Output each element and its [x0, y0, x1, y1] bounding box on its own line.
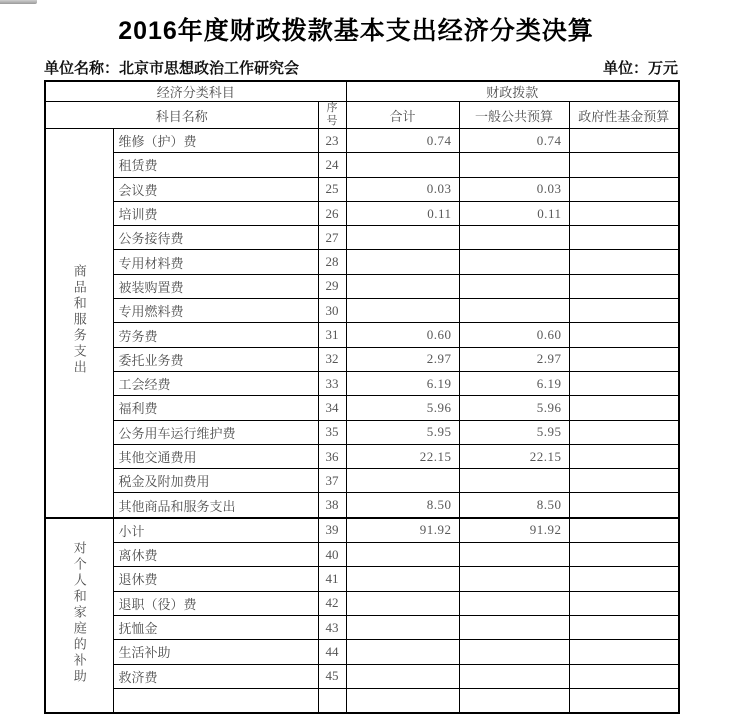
total-value-cell — [346, 688, 459, 713]
subject-name-cell: 退职（役）费 — [113, 591, 318, 615]
table-row — [45, 177, 679, 201]
fund-budget-value-cell — [569, 226, 679, 250]
table-row — [45, 518, 679, 543]
subject-name-cell: 会议费 — [113, 177, 318, 201]
table-body — [45, 129, 679, 714]
fund-budget-value-cell — [569, 688, 679, 713]
fund-budget-value-cell — [569, 493, 679, 518]
total-value-cell: 5.95 — [346, 420, 459, 444]
subject-name-cell: 税金及附加费用 — [113, 469, 318, 493]
subject-name-cell: 离休费 — [113, 543, 318, 567]
table-row — [45, 444, 679, 468]
fund-budget-value-cell — [569, 615, 679, 639]
expenditure-group-cell — [45, 518, 113, 713]
fund-budget-value-cell — [569, 371, 679, 395]
fund-budget-value-cell — [569, 274, 679, 298]
general-budget-value-cell: 6.19 — [459, 371, 569, 395]
general-budget-value-cell — [459, 640, 569, 664]
seq-no-cell: 29 — [318, 274, 346, 298]
general-budget-value-cell — [459, 250, 569, 274]
general-budget-value-cell: 0.11 — [459, 201, 569, 225]
total-value-cell: 2.97 — [346, 347, 459, 371]
seq-no-cell: 25 — [318, 177, 346, 201]
subject-name-cell: 生活补助 — [113, 640, 318, 664]
seq-no-cell: 40 — [318, 543, 346, 567]
total-value-cell: 0.03 — [346, 177, 459, 201]
table-row — [45, 615, 679, 639]
subject-name-cell: 租赁费 — [113, 153, 318, 177]
fund-budget-value-cell — [569, 518, 679, 543]
total-value-cell — [346, 543, 459, 567]
seq-no-cell: 23 — [318, 129, 346, 153]
seq-no-cell: 32 — [318, 347, 346, 371]
general-budget-value-cell: 5.96 — [459, 396, 569, 420]
table-row — [45, 420, 679, 444]
header-row-2 — [45, 102, 679, 129]
table-row — [45, 640, 679, 664]
table-row — [45, 493, 679, 518]
seq-no-cell: 44 — [318, 640, 346, 664]
total-value-cell — [346, 299, 459, 323]
subject-name-cell: 专用材料费 — [113, 250, 318, 274]
header-row-1 — [45, 81, 679, 102]
table-row — [45, 250, 679, 274]
expenditure-group-cell — [45, 129, 113, 518]
seq-no-cell: 27 — [318, 226, 346, 250]
subject-name-cell — [113, 688, 318, 713]
fund-budget-value-cell — [569, 567, 679, 591]
fund-budget-value-cell — [569, 153, 679, 177]
seq-no-cell: 45 — [318, 664, 346, 688]
fund-budget-value-cell — [569, 323, 679, 347]
table-row — [45, 371, 679, 395]
seq-no-cell: 36 — [318, 444, 346, 468]
general-budget-value-cell: 8.50 — [459, 493, 569, 518]
table-row — [45, 153, 679, 177]
total-value-cell — [346, 591, 459, 615]
general-budget-value-cell — [459, 615, 569, 639]
total-header: 合计 — [346, 102, 459, 129]
fund-budget-value-cell — [569, 664, 679, 688]
subject-name-cell: 公务接待费 — [113, 226, 318, 250]
table-row — [45, 396, 679, 420]
total-value-cell — [346, 153, 459, 177]
seq-no-cell: 35 — [318, 420, 346, 444]
general-budget-value-cell: 0.03 — [459, 177, 569, 201]
fund-budget-value-cell — [569, 299, 679, 323]
total-value-cell — [346, 664, 459, 688]
economic-category-header: 经济分类科目 — [45, 81, 346, 102]
seq-no-header — [318, 102, 346, 129]
table-row — [45, 274, 679, 298]
subject-name-cell: 福利费 — [113, 396, 318, 420]
expenditure-table — [44, 80, 680, 714]
subject-name-cell: 委托业务费 — [113, 347, 318, 371]
fund-budget-value-cell — [569, 420, 679, 444]
subject-name-cell: 培训费 — [113, 201, 318, 225]
subject-name-cell: 维修（护）费 — [113, 129, 318, 153]
top-left-ui-fragment — [0, 0, 37, 4]
general-budget-value-cell: 22.15 — [459, 444, 569, 468]
seq-no-cell: 26 — [318, 201, 346, 225]
seq-no-cell: 31 — [318, 323, 346, 347]
fund-budget-value-cell — [569, 201, 679, 225]
meta-line — [44, 57, 678, 78]
subject-name-cell: 被装购置费 — [113, 274, 318, 298]
total-value-cell: 0.11 — [346, 201, 459, 225]
seq-no-cell: 38 — [318, 493, 346, 518]
total-value-cell — [346, 615, 459, 639]
total-value-cell — [346, 469, 459, 493]
subject-name-cell: 小计 — [113, 518, 318, 543]
subject-name-cell: 工会经费 — [113, 371, 318, 395]
seq-no-cell: 34 — [318, 396, 346, 420]
fund-budget-value-cell — [569, 444, 679, 468]
seq-no-cell: 41 — [318, 567, 346, 591]
total-value-cell: 0.60 — [346, 323, 459, 347]
total-value-cell: 6.19 — [346, 371, 459, 395]
subject-name-cell: 其他交通费用 — [113, 444, 318, 468]
seq-no-cell: 42 — [318, 591, 346, 615]
general-budget-value-cell: 5.95 — [459, 420, 569, 444]
fund-budget-value-cell — [569, 640, 679, 664]
page-title: 2016年度财政拨款基本支出经济分类决算 — [118, 17, 594, 45]
seq-no-cell — [318, 688, 346, 713]
total-value-cell — [346, 640, 459, 664]
table-row — [45, 299, 679, 323]
seq-no-cell: 39 — [318, 518, 346, 543]
general-budget-value-cell — [459, 226, 569, 250]
general-budget-value-cell — [459, 567, 569, 591]
table-row — [45, 664, 679, 688]
total-value-cell: 91.92 — [346, 518, 459, 543]
table-row — [45, 543, 679, 567]
fund-budget-header: 政府性基金预算 — [569, 102, 679, 129]
table-row — [45, 323, 679, 347]
table-row — [45, 567, 679, 591]
seq-no-header-text: 序号 — [326, 102, 338, 127]
subject-name-cell: 劳务费 — [113, 323, 318, 347]
general-budget-value-cell — [459, 299, 569, 323]
general-budget-value-cell — [459, 469, 569, 493]
seq-no-cell: 24 — [318, 153, 346, 177]
total-value-cell — [346, 250, 459, 274]
general-budget-value-cell — [459, 153, 569, 177]
unit-name-label: 单位名称：北京市思想政治工作研究会 — [44, 61, 300, 77]
fiscal-appropriation-header: 财政拨款 — [346, 81, 679, 102]
fund-budget-value-cell — [569, 543, 679, 567]
general-budget-value-cell — [459, 688, 569, 713]
general-budget-value-cell: 0.74 — [459, 129, 569, 153]
general-budget-value-cell — [459, 543, 569, 567]
fund-budget-value-cell — [569, 396, 679, 420]
total-value-cell: 8.50 — [346, 493, 459, 518]
general-budget-value-cell: 91.92 — [459, 518, 569, 543]
subject-name-cell: 救济费 — [113, 664, 318, 688]
table-row — [45, 201, 679, 225]
total-value-cell — [346, 567, 459, 591]
total-value-cell — [346, 274, 459, 298]
subject-name-cell: 公务用车运行维护费 — [113, 420, 318, 444]
seq-no-cell: 33 — [318, 371, 346, 395]
general-budget-value-cell — [459, 664, 569, 688]
fund-budget-value-cell — [569, 591, 679, 615]
general-budget-value-cell — [459, 591, 569, 615]
expenditure-group-label: 对个人和家庭的补助 — [71, 540, 87, 685]
general-budget-value-cell: 0.60 — [459, 323, 569, 347]
fund-budget-value-cell — [569, 347, 679, 371]
subject-name-cell: 抚恤金 — [113, 615, 318, 639]
general-budget-value-cell: 2.97 — [459, 347, 569, 371]
subject-name-cell: 退休费 — [113, 567, 318, 591]
fund-budget-value-cell — [569, 177, 679, 201]
table-row — [45, 129, 679, 153]
total-value-cell: 0.74 — [346, 129, 459, 153]
fund-budget-value-cell — [569, 469, 679, 493]
seq-no-cell: 43 — [318, 615, 346, 639]
table-row — [45, 591, 679, 615]
total-value-cell: 22.15 — [346, 444, 459, 468]
seq-no-cell: 28 — [318, 250, 346, 274]
total-value-cell: 5.96 — [346, 396, 459, 420]
table-row — [45, 688, 679, 713]
subject-name-cell: 其他商品和服务支出 — [113, 493, 318, 518]
fund-budget-value-cell — [569, 250, 679, 274]
subject-name-header: 科目名称 — [45, 102, 318, 129]
table-row — [45, 347, 679, 371]
seq-no-cell: 37 — [318, 469, 346, 493]
table-row — [45, 226, 679, 250]
general-budget-value-cell — [459, 274, 569, 298]
fund-budget-value-cell — [569, 129, 679, 153]
subject-name-cell: 专用燃料费 — [113, 299, 318, 323]
seq-no-cell: 30 — [318, 299, 346, 323]
general-budget-header: 一般公共预算 — [459, 102, 569, 129]
expenditure-group-label: 商品和服务支出 — [71, 264, 87, 377]
table-row — [45, 469, 679, 493]
total-value-cell — [346, 226, 459, 250]
unit-measure-label: 单位：万元 — [602, 61, 678, 77]
